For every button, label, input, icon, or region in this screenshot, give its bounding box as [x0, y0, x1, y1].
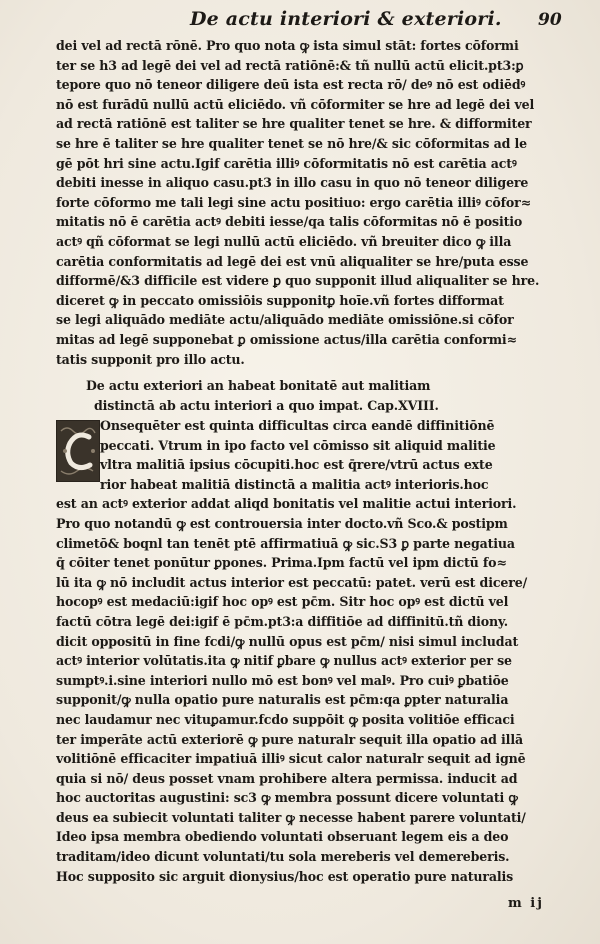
text-line: vltra malitiā ipsius cōcupiti.hoc est q̄rere/vtrū actus exte	[100, 457, 493, 473]
paragraph-1	[56, 36, 576, 369]
text-line: climetō& boqnl tan tenēt ptē affirmatiuā ꝙ sic.S3 ꝑ parte negatiua	[56, 535, 515, 551]
text-line: ter se h3 ad legē dei vel ad rectā ratiōnē:& tñ nullū actū elicit.pt3:ꝑ	[56, 57, 524, 73]
text-line: rior habeat malitiā distinctā a malitia actꝰ interioris.hoc	[100, 476, 489, 492]
signature-mark: m ij	[508, 896, 544, 911]
text-line: carētia conformitatis ad legē dei est vnū aliqualiter se hre/puta esse	[56, 253, 529, 269]
text-line: mitas ad legē supponebat ꝑ omissione actus/illa carētia conformi≈	[56, 331, 517, 347]
text-line: ad rectā ratiōnē est taliter se hre qualiter tenet se hre. & difformiter	[56, 116, 532, 132]
text-line: est an actꝰ exterior addat aliqd bonitatis vel malitie actui interiori.	[56, 496, 517, 512]
text-line: q̄ cōiter tenet ponūtur ꝑpones. Prima.Ipm factū vel ipm dictū fo≈	[56, 555, 507, 571]
text-line: difformē/&3 difficile est videre ꝑ quo supponit illud aliqualiter se hre.	[56, 273, 540, 289]
text-line: forte cōformo me tali legi sine actu positiuo: ergo carētia illiꝰ cōfor≈	[56, 194, 532, 210]
text-line: traditam/ideo dicunt voluntati/tu sola mereberis vel demereberis.	[56, 849, 510, 865]
text-line: Pro quo notandū ꝙ est controuersia inter docto.vñ Sco.& postipm	[56, 515, 508, 531]
text-line: mitatis nō ē carētia actꝰ debiti iesse/qa talis cōformitas nō ē positio	[56, 214, 523, 230]
text-line: se legi aliquādo mediāte actu/aliquādo mediāte omissiōne.si cōfor	[56, 312, 514, 328]
text-line: Onsequēter est quinta difficultas circa eandē diffinitiōnē	[100, 418, 495, 433]
text-line: tepore quo nō teneor diligere deū ista est recta rō/ deꝰ nō est odiēdꝰ	[56, 77, 526, 93]
text-line: supponit/ꝙ nulla opatio pure naturalis est pc̄m:qa ꝑpter naturalia	[56, 692, 509, 708]
text-line: lū ita ꝙ nō includit actus interior est peccatū: patet. verū est dicere/	[56, 574, 528, 590]
paragraph-2	[56, 416, 576, 886]
text-line: nō est furādū nullū actū eliciēdo. vñ cōformiter se hre ad legē dei vel	[56, 96, 535, 112]
text-line: peccati. Vtrum in ipo facto vel cōmisso sit aliquid malitie	[100, 437, 496, 453]
text-line: factū cōtra legē dei:igif ē pc̄m.pt3:a diffitiōe ad diffinitū.tñ diony.	[56, 613, 508, 629]
text-line: deus ea subiecit voluntati taliter ꝙ necesse habent parere voluntati/	[56, 809, 526, 825]
text-line: quia si nō/ deus posset vnam prohibere altera permissa. inducit ad	[56, 770, 518, 786]
text-line: ter imperāte actū exteriorē ꝙ pure naturalr sequit illa opatio ad illā	[56, 731, 523, 747]
folio-number: 90	[538, 10, 562, 30]
text-line: debiti inesse in aliquo casu.pt3 in illo casu in quo nō teneor diligere	[56, 175, 529, 191]
text-line: Ideo ipsa membra obediendo voluntati obseruant legem eis a deo	[56, 829, 509, 845]
chapter-heading	[86, 376, 576, 415]
text-line: sumptꝰ.i.sine interiori nullo mō est bonꝰ vel malꝰ. Pro cuiꝰ ꝑbatiōe	[56, 672, 509, 688]
chapter-heading-line: De actu exteriori an habeat bonitatē aut malitiam	[86, 378, 431, 393]
text-line: diceret ꝙ in peccato omissiōis supponitꝑ hoīe.vñ fortes difformat	[56, 292, 504, 308]
text-line: nec laudamur nec vituꝑamur.fcdo suppōit ꝙ posita volitiōe efficaci	[56, 711, 515, 727]
text-line: gē pōt hri sine actu.Igif carētia illiꝰ cōformitatis nō est carētia actꝰ	[56, 155, 517, 171]
text-line: Hoc supposito sic arguit dionysius/hoc est operatio pure naturalis	[56, 868, 514, 884]
chapter-heading-line: distinctā ab actu interiori a quo impat. Cap.XVIII.	[94, 397, 439, 413]
text-line: actꝰ interior volūtatis.ita ꝙ nitif ꝑbare ꝙ nullus actꝰ exterior per se	[56, 653, 512, 669]
running-title: De actu interiori & exteriori.	[190, 8, 502, 30]
text-line: se hre ē taliter se hre qualiter tenet se nō hre/& sic cōformitas ad le	[56, 135, 527, 151]
text-line: volitiōnē efficaciter impatiuā illiꝰ sicut calor naturalr sequit ad ignē	[56, 751, 526, 767]
text-line: tatis supponit pro illo actu.	[56, 351, 245, 367]
text-line: hoc auctoritas augustini: sc3 ꝙ membra possunt dicere voluntati ꝙ	[56, 790, 518, 806]
text-line: actꝰ qñ cōformat se legi nullū actū eliciēdo. vñ breuiter dico ꝙ illa	[56, 233, 512, 249]
page-header	[0, 6, 600, 36]
text-line: hocopꝰ est medaciū:igif hoc opꝰ est pc̄m. Sitr hoc opꝰ est dictū vel	[56, 594, 509, 610]
text-line: dicit oppositū in fine fcdi/ꝙ nullū opus est pc̄m/ nisi simul includat	[56, 633, 519, 649]
text-line: dei vel ad rectā rōnē. Pro quo nota ꝙ ista simul stāt: fortes cōformi	[56, 38, 519, 53]
